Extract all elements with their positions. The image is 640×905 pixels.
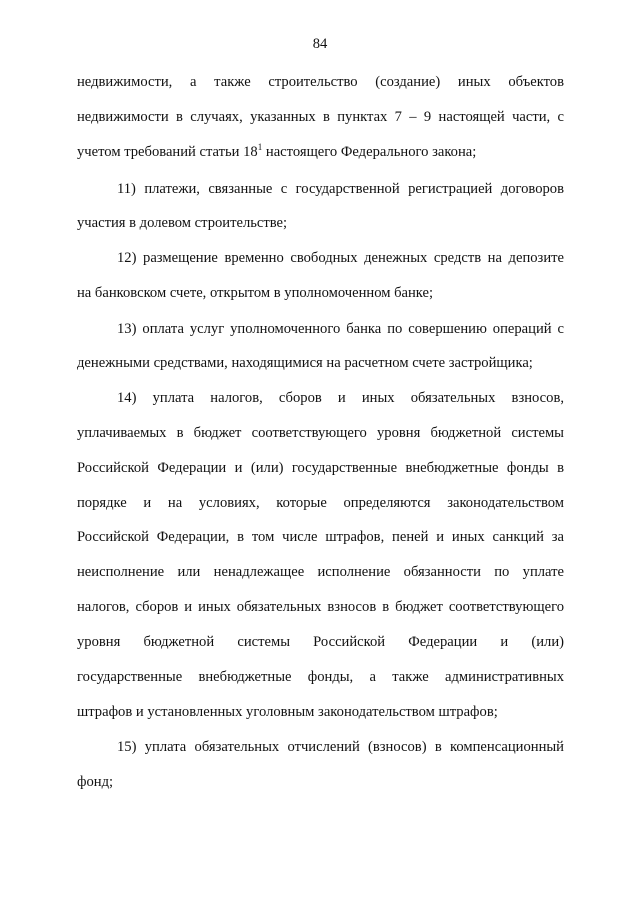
text-line: фонд; (77, 774, 114, 790)
text-line: порядке и на условиях, которые определяются законодательством (77, 495, 564, 511)
text-fragment: учетом требований статьи 18 (77, 144, 258, 160)
text-line: 12) размещение временно свободных денежных средств на депозите (117, 250, 564, 266)
text-line: Российской Федерации, в том числе штрафов, пеней и иных санкций за (77, 529, 564, 545)
text-line: денежными средствами, находящимися на расчетном счете застройщика; (77, 355, 533, 371)
text-line: штрафов и установленных уголовным законодательством штрафов; (77, 704, 498, 720)
text-line: Российской Федерации и (или) государственные внебюджетные фонды в (77, 460, 564, 476)
text-line: участия в долевом строительстве; (77, 215, 288, 231)
text-line: государственные внебюджетные фонды, а также административных (77, 669, 564, 685)
page-number: 84 (312, 36, 328, 52)
text-fragment: настоящего Федерального закона; (262, 144, 477, 160)
text-line: неисполнение или ненадлежащее исполнение обязанности по уплате (77, 564, 564, 580)
text-line: 13) оплата услуг уполномоченного банка по совершению операций с (117, 321, 564, 337)
text-line: налогов, сборов и иных обязательных взносов в бюджет соответствующего (77, 599, 564, 615)
text-line: на банковском счете, открытом в уполномоченном банке; (77, 285, 434, 301)
text-line: недвижимости, а также строительство (создание) иных объектов (77, 74, 564, 90)
text-line (77, 143, 564, 161)
text-line: уплачиваемых в бюджет соответствующего уровня бюджетной системы (77, 425, 564, 441)
text-line: уровня бюджетной системы Российской Федерации и (или) (77, 634, 564, 650)
text-line: недвижимости в случаях, указанных в пунктах 7 – 9 настоящей части, с (77, 109, 564, 125)
superscript: 1 (257, 142, 263, 152)
text-line: 11) платежи, связанные с государственной регистрацией договоров (117, 181, 564, 197)
text-line: 14) уплата налогов, сборов и иных обязательных взносов, (117, 390, 564, 406)
text-line: 15) уплата обязательных отчислений (взносов) в компенсационный (117, 739, 564, 755)
